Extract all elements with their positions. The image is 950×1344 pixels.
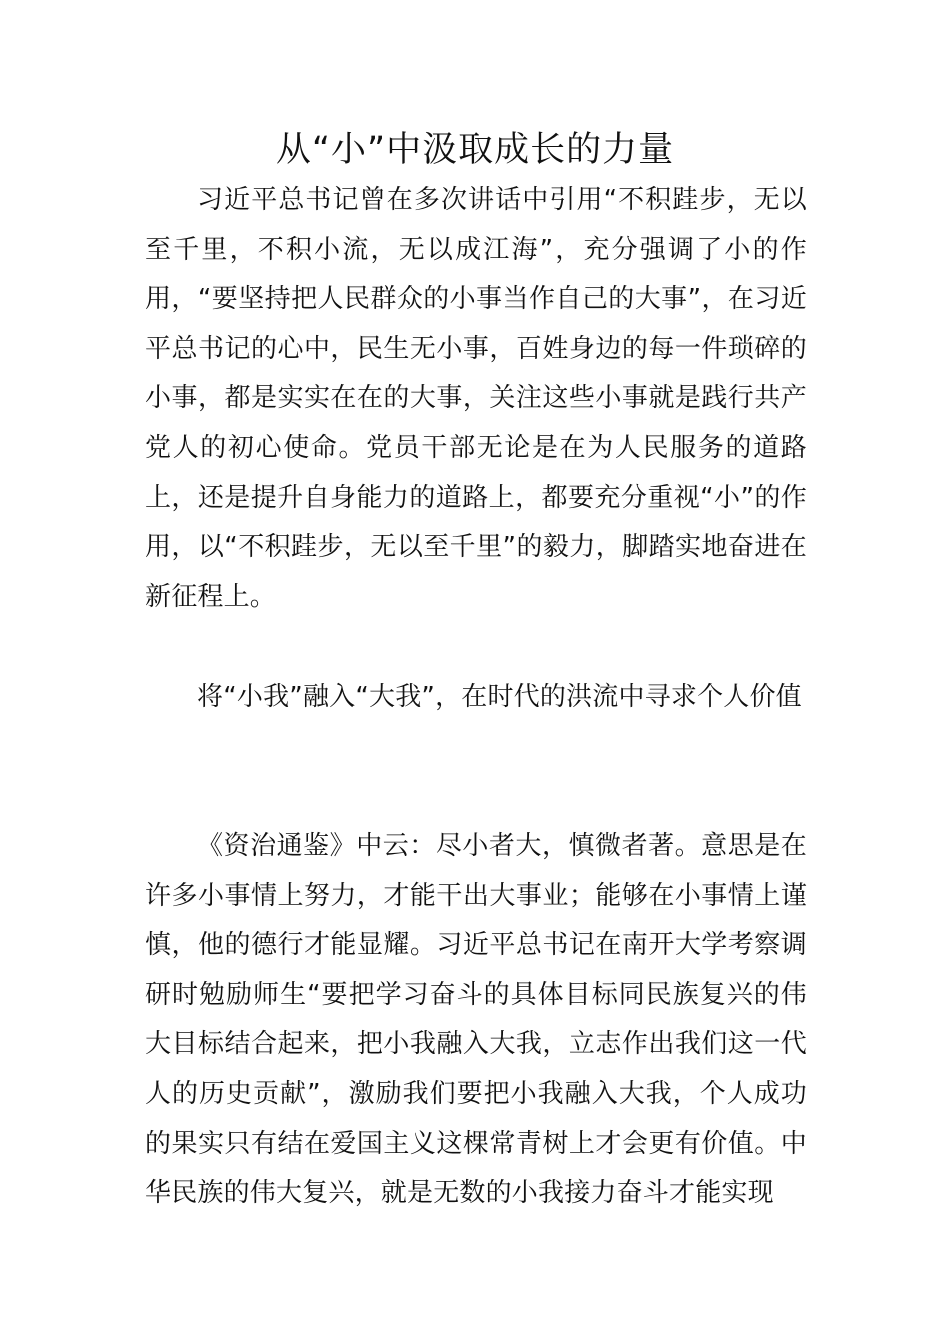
paragraph-body: 《资治通鉴》中云：尽小者大，慎微者著。意思是在许多小事情上努力，才能干出大事业；能够在小事情上谨慎，他的德行才能显耀。习近平总书记在南开大学考察调研时勉励师生“要把学习奋斗的具体目标同民族复兴的伟大目标结合起来，把小我融入大我，立志作出我们这一代人的历史贡献”，激励我们要把小我融入大我，个人成功的果实只有结在爱国主义这棵常青树上才会更有价值。中华民族的伟大复兴，就是无数的小我接力奋斗才能实现 [145, 831, 807, 1209]
section-heading: 将“小我”融入“大我”，在时代的洪流中寻求个人价值 [197, 682, 802, 712]
document-title: 从“小”中汲取成长的力量 [275, 130, 675, 170]
paragraph-intro: 习近平总书记曾在多次讲话中引用“不积跬步，无以至千里，不积小流，无以成江海”，充分强调了小的作用，“要坚持把人民群众的小事当作自己的大事”，在习近平总书记的心中，民生无小事，百姓身边的每一件琐碎的小事，都是实实在在的大事，关注这些小事就是践行共产党人的初心使命。党员干部无论是在为人民服务的道路上，还是提升自身能力的道路上，都要充分重视“小”的作用，以“不积跬步，无以至千里”的毅力，脚踏实地奋进在新征程上。 [145, 185, 807, 612]
